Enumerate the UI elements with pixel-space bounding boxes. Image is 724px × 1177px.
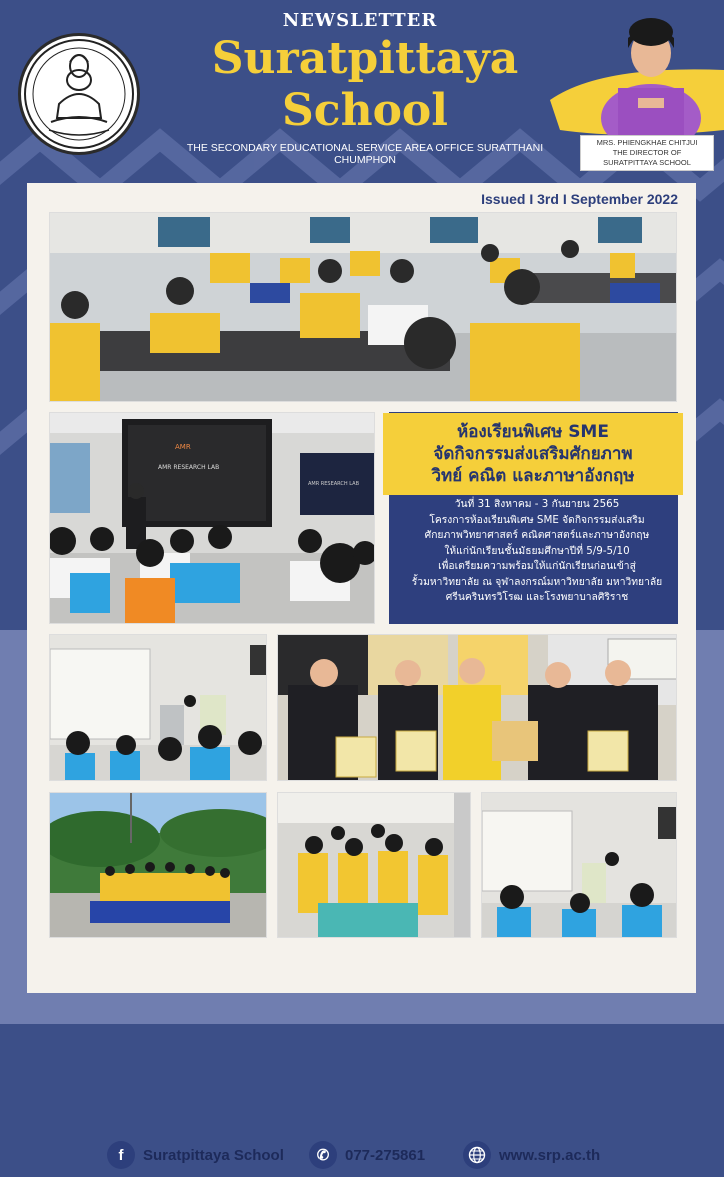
facebook-link[interactable] (107, 1141, 284, 1169)
globe-icon (463, 1141, 491, 1169)
article-body (397, 497, 677, 606)
school-subtitle (140, 142, 590, 166)
phone-number: 077-275861 (345, 1146, 426, 1164)
lab-activity-photo (277, 792, 471, 938)
body-line: ให้แก่นักเรียนชั้นมัธยมศึกษาปีที่ 5/9-5/10 (444, 544, 630, 557)
subtitle-line2: CHUMPHON (334, 154, 396, 166)
newsletter-header (0, 0, 724, 180)
body-line: ศรีนครินทรวิโรฒ และโรงพยาบาลศิริราช (445, 591, 629, 603)
body-line: โครงการห้องเรียนพิเศษ SME จัดกิจกรรมส่งเสริม (429, 513, 645, 526)
group-outdoor-photo (49, 792, 267, 938)
website-link[interactable] (463, 1141, 600, 1169)
director-school: SURATPITTAYA SCHOOL (603, 158, 691, 167)
issue-line: Issued I 3rd I September 2022 (481, 191, 678, 207)
presentation-room-photo (49, 634, 267, 781)
slide-brand: AMR (175, 443, 191, 451)
classroom-photo (49, 212, 677, 402)
phone-link[interactable] (309, 1141, 425, 1169)
article-headline (383, 413, 683, 495)
subtitle-line1: THE SECONDARY EDUCATIONAL SERVICE AREA OFFICE SURATTHANI (186, 142, 544, 154)
body-line: วันที่ 31 สิงหาคม - 3 กันยายน 2565 (454, 498, 620, 510)
phone-icon: ✆ (309, 1141, 337, 1169)
director-portrait (598, 8, 704, 138)
director-name: MRS. PHIENGKHAE CHITJUI (596, 138, 698, 147)
contact-footer (27, 1131, 696, 1177)
body-line: ศักยภาพวิทยาศาสตร์ คณิตศาสตร์และภาษาอังกฤษ (424, 529, 650, 541)
director-role: THE DIRECTOR OF (612, 148, 682, 157)
headline-line3: วิทย์ คณิต และภาษาอังกฤษ (431, 466, 635, 486)
body-line: รั้วมหาวิทยาลัย ณ จุฬาลงกรณ์มหาวิทยาลัย มหาวิทยาลัย (411, 575, 663, 588)
students-seated-photo (481, 792, 677, 938)
content-panel (27, 183, 696, 1164)
award-ceremony-photo (277, 634, 677, 781)
school-name-line2: School (282, 85, 448, 136)
director-caption (580, 135, 714, 171)
lecture-photo (49, 412, 375, 624)
body-line: เพื่อเตรียมความพร้อมให้แก่นักเรียนก่อนเข้าสู่ (438, 560, 636, 572)
facebook-icon: f (107, 1141, 135, 1169)
newsletter-kicker: NEWSLETTER (282, 10, 438, 31)
school-name-line1: Suratpittaya (211, 33, 519, 84)
slide-title-left: AMR RESEARCH LAB (158, 464, 220, 471)
headline-line2: จัดกิจกรรมส่งเสริมศักยภาพ (433, 444, 633, 464)
slide-title-right: AMR RESEARCH LAB (308, 481, 360, 487)
school-seal-logo (18, 33, 140, 155)
headline-line1: ห้องเรียนพิเศษ SME (457, 422, 609, 442)
facebook-label: Suratpittaya School (143, 1146, 284, 1164)
website-url: www.srp.ac.th (499, 1146, 601, 1164)
